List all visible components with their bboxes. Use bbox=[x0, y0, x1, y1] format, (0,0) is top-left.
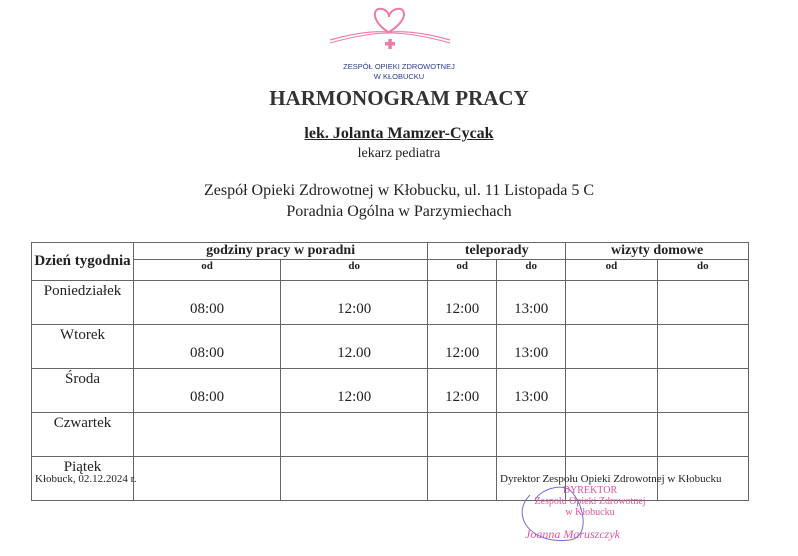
table-row bbox=[32, 281, 749, 325]
sub-header: do bbox=[281, 260, 428, 281]
time-cell: 08:00 bbox=[134, 325, 281, 369]
time-cell bbox=[657, 369, 748, 413]
time-cell: 12:00 bbox=[428, 325, 497, 369]
page-title: HARMONOGRAM PRACY bbox=[269, 86, 529, 110]
heart-cross-logo-icon bbox=[325, 2, 465, 60]
clinic-name: Poradnia Ogólna w Parzymiechach bbox=[286, 203, 512, 220]
day-cell: Środa bbox=[32, 369, 134, 413]
time-cell bbox=[566, 413, 657, 457]
time-cell: 13:00 bbox=[497, 281, 566, 325]
day-cell: Wtorek bbox=[32, 325, 134, 369]
group-header: godziny pracy w poradni bbox=[134, 243, 428, 260]
logo-line-1: ZESPÓŁ OPIEKI ZDROWOTNEJ bbox=[343, 62, 455, 71]
time-cell: 12:00 bbox=[281, 281, 428, 325]
time-cell bbox=[497, 413, 566, 457]
time-cell bbox=[281, 413, 428, 457]
logo bbox=[325, 2, 465, 60]
day-cell: Poniedziałek bbox=[32, 281, 134, 325]
time-cell: 12.00 bbox=[281, 325, 428, 369]
time-cell: 12:00 bbox=[428, 369, 497, 413]
group-header: teleporady bbox=[428, 243, 566, 260]
stamp-line: w Kłobucku bbox=[565, 507, 615, 518]
sub-header: do bbox=[497, 260, 566, 281]
director-title: Dyrektor Zespołu Opieki Zdrowotnej w Kłobucku bbox=[500, 473, 722, 485]
signature-stamp: Joanna Maruszczyk bbox=[525, 527, 620, 541]
time-cell bbox=[428, 413, 497, 457]
handwritten-signature-icon bbox=[510, 485, 640, 555]
time-cell bbox=[134, 457, 281, 501]
sub-header: od bbox=[566, 260, 657, 281]
day-cell: Czwartek bbox=[32, 413, 134, 457]
logo-line-2: W KŁOBUCKU bbox=[373, 72, 425, 81]
sub-header: do bbox=[657, 260, 748, 281]
table-row bbox=[32, 413, 749, 457]
time-cell bbox=[566, 369, 657, 413]
time-cell bbox=[657, 413, 748, 457]
time-cell bbox=[428, 457, 497, 501]
place-date: Kłobuck, 02.12.2024 r. bbox=[35, 473, 137, 485]
table-row bbox=[32, 369, 749, 413]
time-cell bbox=[566, 325, 657, 369]
time-cell bbox=[281, 457, 428, 501]
stamp-line: Zespołu Opieki Zdrowotnej bbox=[534, 496, 646, 507]
day-header: Dzień tygodnia bbox=[32, 243, 134, 281]
time-cell bbox=[657, 281, 748, 325]
time-cell bbox=[134, 413, 281, 457]
table-row bbox=[32, 325, 749, 369]
time-cell: 08:00 bbox=[134, 281, 281, 325]
time-cell: 12:00 bbox=[428, 281, 497, 325]
time-cell bbox=[657, 325, 748, 369]
time-cell: 08:00 bbox=[134, 369, 281, 413]
doctor-specialty: lekarz pediatra bbox=[357, 146, 441, 161]
group-header: wizyty domowe bbox=[566, 243, 749, 260]
address: Zespół Opieki Zdrowotnej w Kłobucku, ul. 11 Listopada 5 C bbox=[203, 182, 594, 199]
stamp-line: DYREKTOR bbox=[562, 485, 618, 496]
sub-header: od bbox=[428, 260, 497, 281]
time-cell: 13:00 bbox=[497, 325, 566, 369]
time-cell: 12:00 bbox=[281, 369, 428, 413]
time-cell: 13:00 bbox=[497, 369, 566, 413]
day-cell: Piątek bbox=[32, 457, 134, 501]
schedule-table bbox=[31, 242, 749, 501]
time-cell bbox=[566, 281, 657, 325]
sub-header: od bbox=[134, 260, 281, 281]
doctor-name: lek. Jolanta Mamzer-Cycak bbox=[304, 125, 494, 142]
